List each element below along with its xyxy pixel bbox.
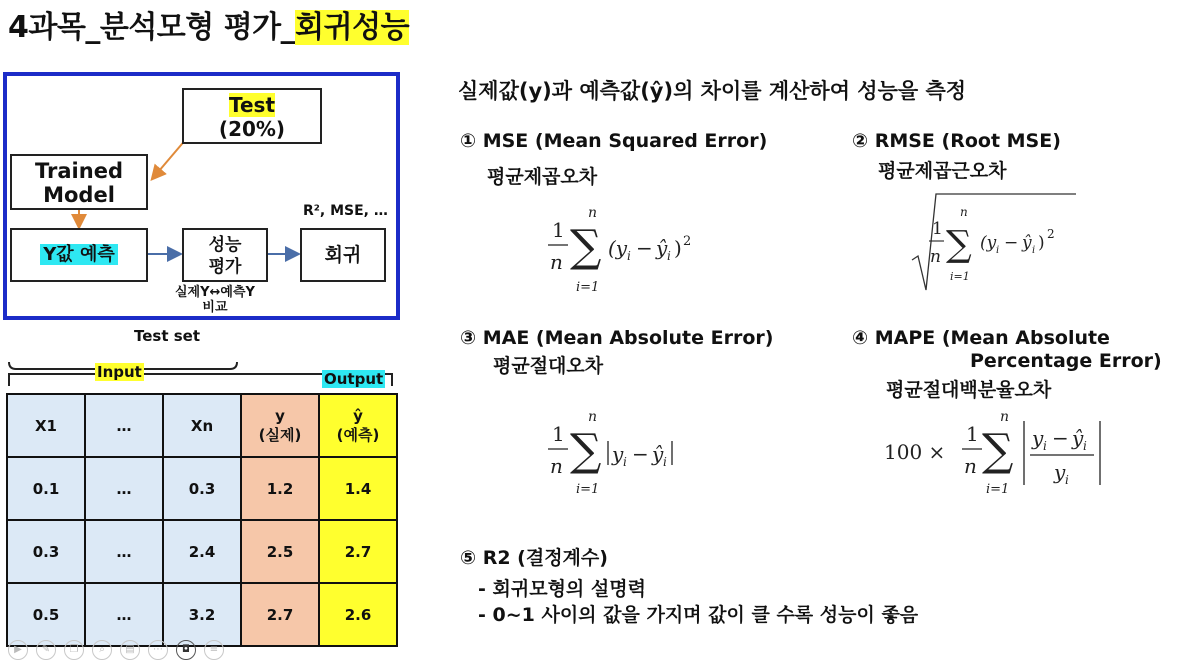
svg-text:ŷ: ŷ	[1072, 426, 1084, 450]
rmse-korean: 평균제곱근오차	[878, 160, 1007, 182]
svg-text:i: i	[667, 249, 671, 263]
svg-text:ŷ: ŷ	[1022, 233, 1032, 253]
zoom-icon[interactable]: ⌕	[92, 640, 112, 660]
header-y-actual: y (실제)	[241, 394, 319, 457]
cell-x1: 0.1	[7, 457, 85, 520]
output-label: Output	[324, 370, 384, 388]
predict-label: Y값 예측	[40, 244, 117, 265]
page-title	[8, 2, 409, 46]
svg-text:−: −	[632, 442, 649, 466]
svg-text:i: i	[1083, 439, 1087, 453]
svg-text:i=1: i=1	[576, 280, 600, 295]
r2-bullet-2: - 0~1 사이의 값을 가지며 값이 클 수록 성능이 좋음	[478, 604, 919, 626]
svg-text:ŷ: ŷ	[652, 442, 664, 466]
svg-text:n: n	[550, 250, 563, 274]
intro-text: 실제값(y)과 예측값(ŷ)의 차이를 계산하여 성능을 측정	[458, 79, 967, 103]
cell-ellipsis: …	[85, 520, 163, 583]
svg-text:i=1: i=1	[986, 482, 1010, 497]
evaluation-box	[182, 228, 268, 282]
test-label: Test	[228, 93, 275, 117]
cell-xn: 2.4	[163, 520, 241, 583]
svg-text:): )	[1038, 233, 1045, 253]
svg-text:y: y	[612, 442, 624, 466]
table-row	[7, 583, 397, 646]
svg-text:n: n	[964, 454, 977, 478]
input-label: Input	[97, 363, 142, 381]
cell-x1: 0.3	[7, 520, 85, 583]
svg-text:n: n	[588, 409, 598, 425]
predict-box	[10, 228, 148, 282]
play-icon[interactable]: ▶	[8, 640, 28, 660]
regress-label: 회귀	[324, 244, 362, 266]
regression-box	[300, 228, 386, 282]
svg-text:∑: ∑	[570, 221, 602, 272]
header-ellipsis: …	[85, 394, 163, 457]
copy-icon[interactable]: ❐	[64, 640, 84, 660]
r2-bullet-1: - 회귀모형의 설명력	[478, 578, 646, 600]
svg-text:n: n	[550, 454, 563, 478]
cell-xn: 0.3	[163, 457, 241, 520]
svg-text:n: n	[588, 205, 598, 221]
cell-x1: 0.5	[7, 583, 85, 646]
svg-text:2: 2	[1047, 227, 1055, 241]
trained-model-box	[10, 154, 148, 210]
svg-text:ŷ: ŷ	[656, 236, 668, 260]
svg-text:−: −	[1004, 233, 1019, 253]
svg-text:n: n	[960, 205, 968, 219]
model-label: Model	[43, 183, 115, 207]
mse-formula	[540, 195, 740, 300]
compare-line2: 비교	[202, 300, 228, 315]
eval-line1: 성능	[208, 235, 242, 255]
svg-text:i: i	[623, 455, 627, 469]
svg-text:y: y	[1032, 426, 1044, 450]
table-header-row	[7, 394, 397, 457]
svg-text:2: 2	[683, 234, 692, 249]
svg-text:1: 1	[552, 218, 565, 242]
svg-text:i: i	[1032, 245, 1036, 256]
svg-text:−: −	[1052, 426, 1069, 450]
cell-y: 1.2	[241, 457, 319, 520]
svg-text:i: i	[627, 249, 631, 263]
svg-text:n: n	[1000, 409, 1010, 425]
cell-ellipsis: …	[85, 583, 163, 646]
title-main: 4과목_분석모형 평가_	[8, 10, 296, 45]
r2-title: ⑤ R2 (결정계수)	[460, 547, 608, 569]
mse-korean: 평균제곱오차	[487, 166, 598, 188]
svg-text:1: 1	[932, 219, 943, 239]
compare-line1: 실제Y↔예측Y	[175, 285, 255, 300]
svg-text:∑: ∑	[982, 425, 1014, 476]
test-box	[182, 88, 322, 144]
svg-text:i: i	[663, 455, 667, 469]
svg-text:∑: ∑	[946, 224, 972, 265]
arrow-test-to-model	[153, 138, 187, 178]
svg-text:1: 1	[552, 422, 565, 446]
svg-text:i=1: i=1	[950, 270, 970, 283]
svg-text:(y: (y	[980, 233, 997, 253]
mse-title: ① MSE (Mean Squared Error)	[460, 130, 768, 152]
cell-yhat: 1.4	[319, 457, 397, 520]
table-row	[7, 520, 397, 583]
mape-korean: 평균절대백분율오차	[886, 379, 1052, 401]
more-icon[interactable]: ⋯	[148, 640, 168, 660]
mae-title: ③ MAE (Mean Absolute Error)	[460, 327, 774, 349]
svg-text:i: i	[1065, 473, 1069, 487]
metrics-label: R², MSE, …	[303, 203, 388, 219]
header-x1: X1	[7, 394, 85, 457]
camera-icon[interactable]: ◘	[176, 640, 196, 660]
test-set-label: Test set	[134, 327, 201, 345]
cell-yhat: 2.6	[319, 583, 397, 646]
svg-text:−: −	[636, 236, 653, 260]
cell-ellipsis: …	[85, 457, 163, 520]
header-xn: Xn	[163, 394, 241, 457]
test-percent: (20%)	[218, 117, 286, 141]
svg-text:y: y	[1054, 460, 1066, 484]
mape-title-line2: Percentage Error)	[970, 350, 1162, 372]
header-y-predicted: ŷ (예측)	[319, 394, 397, 457]
cell-xn: 3.2	[163, 583, 241, 646]
cell-y: 2.7	[241, 583, 319, 646]
mae-korean: 평균절대오차	[493, 355, 604, 377]
test-data-table	[6, 393, 398, 647]
svg-text:i=1: i=1	[576, 482, 600, 497]
rmse-title: ② RMSE (Root MSE)	[852, 130, 1061, 152]
mape-formula	[880, 405, 1130, 500]
trained-label: Trained	[35, 159, 123, 183]
svg-text:∑: ∑	[570, 425, 602, 476]
svg-text:i: i	[996, 245, 1000, 256]
cell-yhat: 2.7	[319, 520, 397, 583]
presentation-toolbar	[8, 640, 224, 662]
mape-title-line1: ④ MAPE (Mean Absolute	[852, 327, 1110, 349]
compare-label	[175, 285, 255, 315]
rmse-formula	[910, 190, 1085, 295]
svg-text:): )	[674, 236, 682, 260]
menu-icon[interactable]: ≡	[204, 640, 224, 660]
svg-text:100 ×: 100 ×	[884, 440, 946, 464]
pen-icon[interactable]: ✎	[36, 640, 56, 660]
mae-formula	[540, 405, 720, 500]
svg-text:1: 1	[966, 422, 979, 446]
slides-icon[interactable]: ▤	[120, 640, 140, 660]
cell-y: 2.5	[241, 520, 319, 583]
eval-line2: 평가	[208, 257, 242, 277]
svg-text:i: i	[1043, 439, 1047, 453]
table-row	[7, 457, 397, 520]
svg-text:(y: (y	[608, 236, 628, 260]
flow-diagram	[3, 72, 400, 320]
svg-text:n: n	[930, 247, 941, 267]
title-highlight: 회귀성능	[295, 10, 410, 45]
